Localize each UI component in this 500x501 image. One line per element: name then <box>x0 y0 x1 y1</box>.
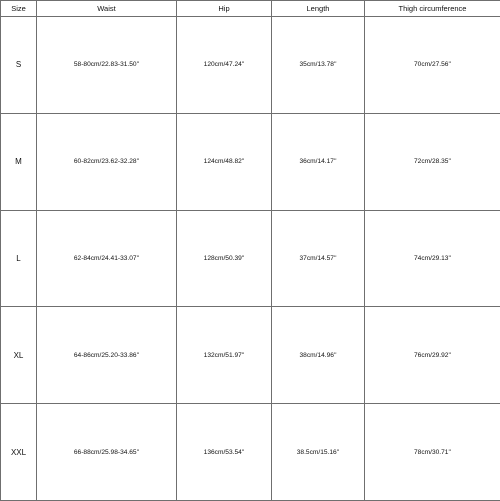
header-thigh-circumference: Thigh circumference <box>365 1 500 17</box>
header-hip: Hip <box>177 1 272 17</box>
size-cell: L <box>1 210 37 307</box>
length-cell: 36cm/14.17'' <box>272 113 365 210</box>
thigh-cell: 78cm/30.71'' <box>365 404 500 501</box>
table-row <box>1 210 500 307</box>
waist-cell: 58-80cm/22.83-31.50'' <box>37 17 177 114</box>
size-cell: S <box>1 17 37 114</box>
table-row <box>1 307 500 404</box>
waist-cell: 66-88cm/25.98-34.65'' <box>37 404 177 501</box>
header-waist: Waist <box>37 1 177 17</box>
hip-cell: 136cm/53.54'' <box>177 404 272 501</box>
waist-cell: 60-82cm/23.62-32.28'' <box>37 113 177 210</box>
header-row <box>1 1 500 17</box>
hip-cell: 132cm/51.97'' <box>177 307 272 404</box>
length-cell: 38.5cm/15.16'' <box>272 404 365 501</box>
thigh-cell: 74cm/29.13'' <box>365 210 500 307</box>
length-cell: 38cm/14.96'' <box>272 307 365 404</box>
length-cell: 35cm/13.78'' <box>272 17 365 114</box>
thigh-cell: 70cm/27.56'' <box>365 17 500 114</box>
waist-cell: 64-86cm/25.20-33.86'' <box>37 307 177 404</box>
header-size: Size <box>1 1 37 17</box>
thigh-cell: 76cm/29.92'' <box>365 307 500 404</box>
hip-cell: 124cm/48.82'' <box>177 113 272 210</box>
table-row <box>1 17 500 114</box>
size-cell: M <box>1 113 37 210</box>
length-cell: 37cm/14.57'' <box>272 210 365 307</box>
size-cell: XXL <box>1 404 37 501</box>
header-length: Length <box>272 1 365 17</box>
table-row <box>1 113 500 210</box>
waist-cell: 62-84cm/24.41-33.07'' <box>37 210 177 307</box>
hip-cell: 128cm/50.39'' <box>177 210 272 307</box>
thigh-cell: 72cm/28.35'' <box>365 113 500 210</box>
table-row <box>1 404 500 501</box>
size-cell: XL <box>1 307 37 404</box>
hip-cell: 120cm/47.24'' <box>177 17 272 114</box>
